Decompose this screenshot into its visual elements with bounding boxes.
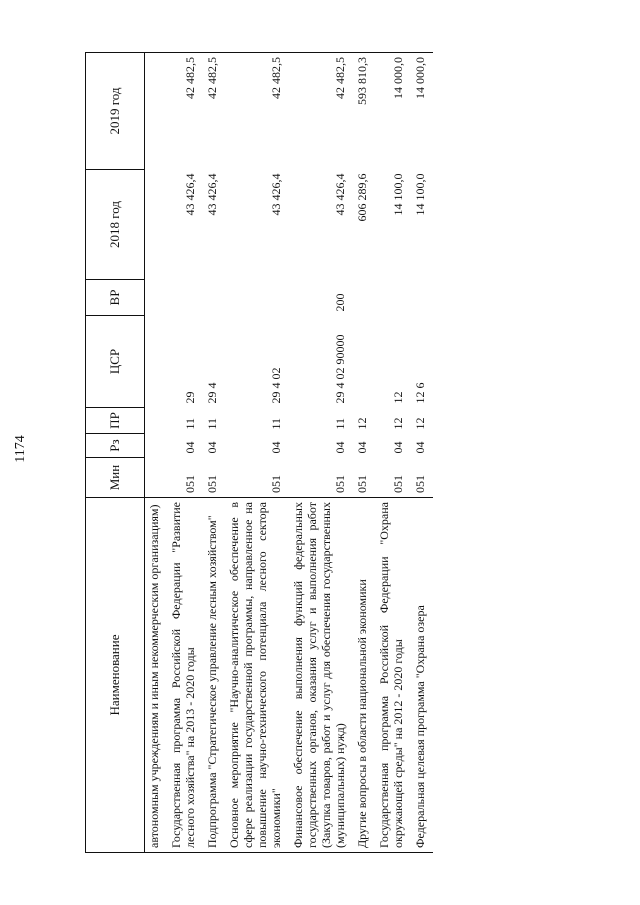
row-min: 051 xyxy=(333,475,347,493)
header-vr: ВР xyxy=(86,280,145,316)
row-vr: 200 xyxy=(333,293,347,312)
row-csr: 29 xyxy=(183,391,197,404)
row-name: Государственная программа Российской Федерации "Охрана окружающей среды" на 2012 - 2020 годы xyxy=(375,498,411,853)
row-2019: 593 810,3 xyxy=(353,53,375,170)
budget-table xyxy=(85,52,433,853)
row-min: 051 xyxy=(205,475,219,493)
row-rz xyxy=(145,434,168,458)
row-vr xyxy=(167,280,203,316)
row-2018: 14 100,0 xyxy=(413,173,427,216)
row-name: автономным учреждениям и иным некоммерческим организациям) xyxy=(145,498,168,853)
row-min: 051 xyxy=(391,475,405,493)
header-2018: 2018 год xyxy=(86,170,145,280)
table-row xyxy=(145,53,168,853)
row-vr xyxy=(353,280,375,316)
row-csr xyxy=(145,316,168,408)
row-rz: 04 xyxy=(183,441,197,454)
row-pr xyxy=(145,408,168,434)
row-2018: 43 426,4 xyxy=(183,173,197,216)
row-2018: 606 289,6 xyxy=(355,173,369,222)
row-rz: 04 xyxy=(355,441,369,454)
row-rz: 04 xyxy=(333,441,347,454)
rotated-page xyxy=(13,53,595,853)
row-pr: 12 xyxy=(355,417,369,430)
row-2018: 43 426,4 xyxy=(205,173,219,216)
row-csr: 29 4 xyxy=(205,382,219,404)
table-row xyxy=(289,53,353,853)
row-csr: 29 4 02 xyxy=(269,367,283,404)
row-vr xyxy=(375,280,411,316)
row-pr: 11 xyxy=(205,417,219,430)
table-row xyxy=(167,53,203,853)
row-pr: 11 xyxy=(269,417,283,430)
row-vr xyxy=(225,280,289,316)
row-vr xyxy=(203,280,225,316)
row-rz: 04 xyxy=(205,441,219,454)
header-rz: Рз xyxy=(86,434,145,458)
row-2019: 14 000,0 xyxy=(411,53,433,170)
row-pr: 12 xyxy=(413,417,427,430)
row-csr xyxy=(353,316,375,408)
row-min xyxy=(145,458,168,498)
row-name: Другие вопросы в области национальной экономики xyxy=(353,498,375,853)
page-number: 1174 xyxy=(13,435,28,463)
row-name: Государственная программа Российской Федерации "Развитие лесного хозяйства" на 2013 - 2020 годы xyxy=(167,498,203,853)
row-2019: 42 482,5 xyxy=(225,53,289,170)
row-2018: 43 426,4 xyxy=(269,173,283,216)
row-vr xyxy=(145,280,168,316)
header-csr: ЦСР xyxy=(86,316,145,408)
row-2018: 43 426,4 xyxy=(333,173,347,216)
row-2018: 14 100,0 xyxy=(391,173,405,216)
row-min: 051 xyxy=(269,475,283,493)
row-2019: 42 482,5 xyxy=(203,53,225,170)
row-2019 xyxy=(145,53,168,170)
row-pr: 12 xyxy=(391,417,405,430)
row-pr: 11 xyxy=(183,417,197,430)
row-min: 051 xyxy=(183,475,197,493)
row-name: Подпрограмма "Стратегическое управление лесным хозяйством" xyxy=(203,498,225,853)
row-csr: 12 6 xyxy=(413,382,427,404)
table-row xyxy=(353,53,375,853)
row-csr: 29 4 02 90000 xyxy=(333,334,347,404)
header-row xyxy=(86,53,145,853)
table-row xyxy=(375,53,411,853)
row-min: 051 xyxy=(355,475,369,493)
row-min: 051 xyxy=(413,475,427,493)
row-2019: 14 000,0 xyxy=(375,53,411,170)
table-row xyxy=(203,53,225,853)
header-2019: 2019 год xyxy=(86,53,145,170)
row-2019: 42 482,5 xyxy=(289,53,353,170)
header-min: Мин xyxy=(86,458,145,498)
row-csr: 12 xyxy=(391,391,405,404)
row-name: Основное мероприятие "Научно-аналитическое обеспечение в сфере реализации государственной программы, направленное на повышение научно-технического потенциала лесного сектора экономики" xyxy=(225,498,289,853)
row-rz: 04 xyxy=(413,441,427,454)
row-name: Федеральная целевая программа "Охрана озера xyxy=(411,498,433,853)
header-name: Наименование xyxy=(86,498,145,853)
row-2019: 42 482,5 xyxy=(167,53,203,170)
table-row xyxy=(225,53,289,853)
table-row xyxy=(411,53,433,853)
row-2018 xyxy=(145,170,168,280)
row-name: Финансовое обеспечение выполнения функций федеральных государственных органов, оказания услуг и выполнения работ (Закупка товаров, работ и услуг для обеспечения государственных (муниципальных) нужд) xyxy=(289,498,353,853)
row-rz: 04 xyxy=(269,441,283,454)
row-rz: 04 xyxy=(391,441,405,454)
row-pr: 11 xyxy=(333,417,347,430)
header-pr: ПР xyxy=(86,408,145,434)
row-vr xyxy=(411,280,433,316)
